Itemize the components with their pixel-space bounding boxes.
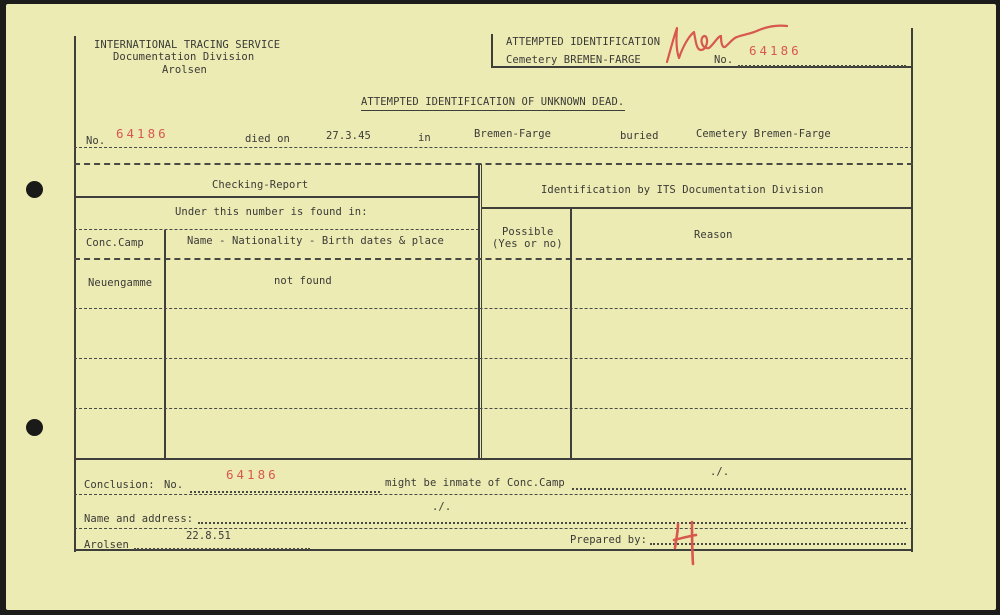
identification-title: Identification by ITS Documentation Division: [541, 184, 824, 196]
conclusion-no-label: No.: [164, 479, 184, 491]
conclusion-label: Conclusion:: [84, 479, 155, 491]
record-no-value: 64186: [116, 126, 169, 141]
handwritten-initial: [670, 518, 702, 570]
col-yes-or-no: (Yes or no): [492, 238, 563, 250]
inmate-label: might be inmate of Conc.Camp: [385, 477, 565, 489]
name-address-dots: [198, 522, 906, 524]
org-line3: Arolsen: [162, 64, 207, 76]
column-header-line: [74, 258, 913, 260]
inmate-dots: [572, 488, 906, 490]
box-title: ATTEMPTED IDENTIFICATION: [506, 36, 661, 48]
box-cemetery: Cemetery BREMEN-FARGE: [506, 54, 641, 66]
conclusion-line: [74, 494, 913, 495]
burial-cemetery: Cemetery Bremen-Farge: [696, 128, 831, 140]
buried-label: buried: [620, 130, 659, 142]
table-divider: [478, 164, 480, 460]
record-card: [6, 4, 996, 610]
frame-right: [911, 28, 913, 552]
frame-left: [74, 36, 76, 552]
row-line-1: [74, 308, 913, 309]
form-title: ATTEMPTED IDENTIFICATION OF UNKNOWN DEAD.: [361, 96, 625, 108]
possible-column-divider: [570, 208, 572, 460]
death-place: Bremen-Farge: [474, 128, 552, 140]
box-no-label: No.: [714, 54, 734, 66]
box-no-value: 64186: [749, 43, 802, 58]
prepared-date: 22.8.51: [186, 530, 231, 542]
row-name: not found: [274, 275, 332, 287]
prepared-by-label: Prepared by:: [570, 534, 648, 546]
org-line2: Documentation Division: [113, 51, 255, 63]
name-address-line: [74, 528, 913, 529]
name-address-value: ./.: [432, 501, 452, 513]
checking-subtitle-line: [74, 196, 479, 198]
camp-column-divider: [164, 230, 166, 460]
checking-report-title: Checking-Report: [212, 179, 309, 191]
col-possible: Possible: [502, 226, 554, 238]
record-no-label: No.: [86, 135, 106, 147]
row-line-2: [74, 358, 913, 359]
col-conc-camp: Conc.Camp: [86, 237, 144, 249]
punch-hole: [26, 419, 43, 436]
box-left-border: [491, 34, 493, 68]
record-line: [74, 147, 913, 148]
row-camp: Neuengamme: [88, 277, 153, 289]
ident-header-line: [481, 207, 913, 209]
col-name-nationality: Name - Nationality - Birth dates & place: [187, 235, 444, 247]
title-underline: [361, 110, 625, 111]
conclusion-no-value: 64186: [226, 467, 279, 482]
checking-report-subtitle: Under this number is found in:: [175, 206, 368, 218]
checking-header-line: [74, 229, 479, 230]
table-bottom: [74, 458, 913, 460]
place-label: Arolsen: [84, 539, 129, 551]
org-line1: INTERNATIONAL TRACING SERVICE: [94, 39, 281, 51]
row-line-3: [74, 408, 913, 409]
handwritten-none: [661, 20, 791, 68]
conclusion-no-dots: [190, 491, 380, 493]
table-top: [74, 163, 913, 165]
date-dots: [134, 548, 310, 550]
name-address-label: Name and address:: [84, 513, 194, 525]
inmate-value: ./.: [710, 466, 730, 478]
died-on-label: died on: [245, 133, 290, 145]
punch-hole: [26, 181, 43, 198]
in-label: in: [418, 132, 431, 144]
died-on-value: 27.3.45: [326, 130, 371, 142]
col-reason: Reason: [694, 229, 733, 241]
